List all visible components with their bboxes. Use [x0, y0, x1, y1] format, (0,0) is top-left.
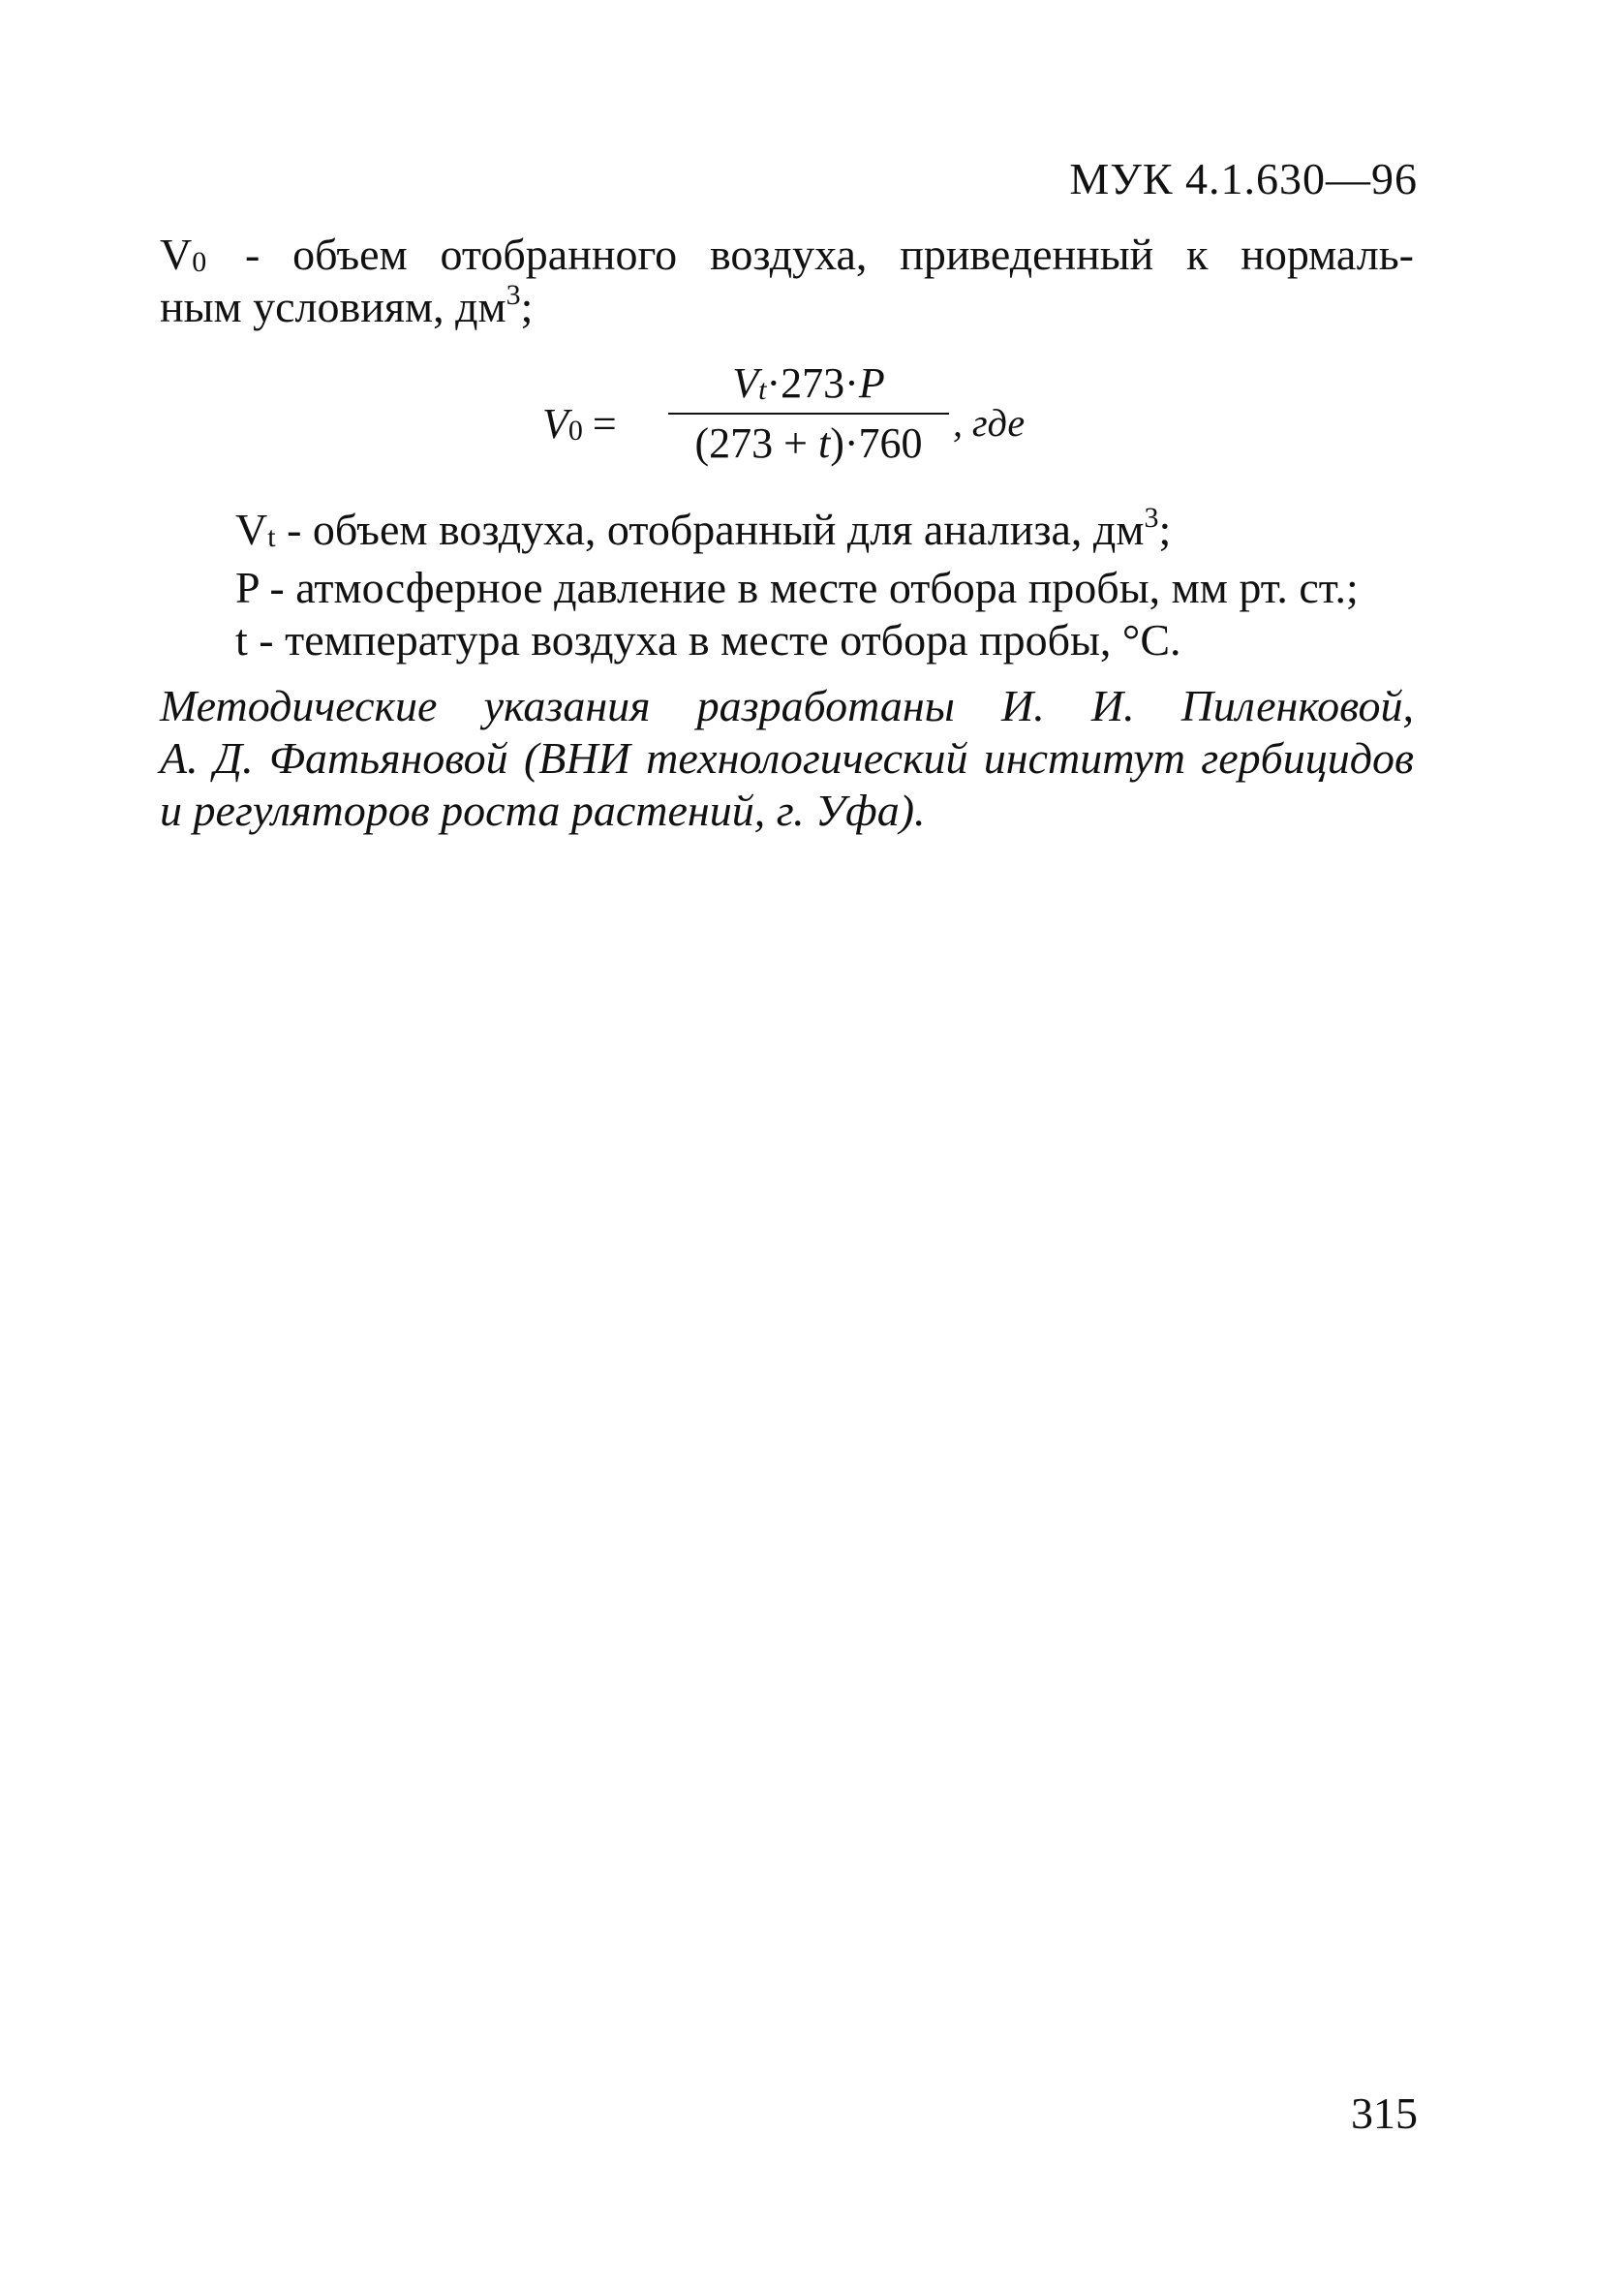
authors-credits	[160, 680, 1414, 837]
volume-formula	[542, 358, 1046, 475]
vo-definition-text: - объем отобранного воздуха, приведенный к нормаль-	[212, 230, 1414, 279]
vo-definition-line-2: ным условиям, $дм^3$;	[160, 279, 534, 331]
definition-t: t - температура воздуха в месте отбора пробы, °С.	[235, 615, 1181, 665]
document-code-header: МУК 4.1.630—96	[1069, 154, 1418, 203]
formula-where: , где	[953, 401, 1026, 445]
formula-denominator: (273 + t)·760	[694, 419, 923, 467]
cubic-superscript: 3	[506, 279, 521, 311]
variable-definitions	[235, 504, 1359, 666]
vo-definition-line-1	[160, 229, 1414, 287]
formula-equals: =	[592, 400, 617, 448]
credits-line-3: и регуляторов роста растений, г. Уфа).	[160, 786, 926, 835]
credits-line-1: Методические указания разработаны И. И. Пиленковой,	[160, 681, 1414, 730]
formula-lhs: $V_0$ =	[542, 400, 617, 448]
vo-symbol: $V_0$	[160, 230, 207, 279]
definition-vt: $V_t$ - объем воздуха, отобранный для анализа, $дм^3$;	[235, 502, 1172, 554]
definition-p: P - атмосферное давление в месте отбора пробы, мм рт. ст.;	[235, 563, 1359, 612]
formula-numerator: $V_t\cdot 273\cdot P$	[732, 359, 885, 407]
credits-line-2: А. Д. Фатьяновой (ВНИ технологический институт гербицидов	[160, 733, 1414, 783]
page-number: 315	[1351, 2088, 1418, 2138]
fraction-bar	[668, 413, 949, 415]
